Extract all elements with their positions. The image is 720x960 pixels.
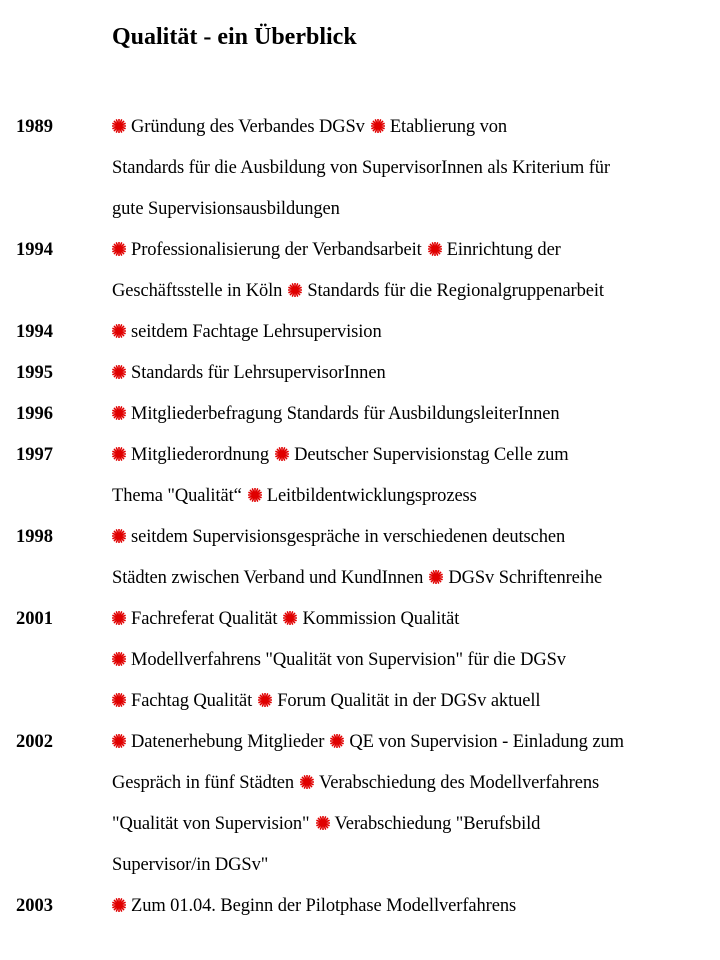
entry-line bbox=[112, 271, 718, 312]
entry-line bbox=[112, 640, 718, 681]
entry-text bbox=[112, 722, 718, 886]
item-text: Leitbildentwicklungsprozess bbox=[266, 486, 477, 506]
timeline-item bbox=[371, 117, 507, 137]
item-text: Standards für LehrsupervisorInnen bbox=[131, 363, 386, 383]
red-asterisk-icon bbox=[288, 283, 302, 297]
entry-line bbox=[112, 394, 718, 435]
timeline-item bbox=[112, 281, 282, 301]
entry-year: 1995 bbox=[16, 363, 53, 383]
entry-year: 1997 bbox=[16, 445, 53, 465]
red-asterisk-icon bbox=[112, 734, 126, 748]
entry-line bbox=[112, 722, 718, 763]
entry-line bbox=[112, 845, 718, 886]
item-text: Thema "Qualität“ bbox=[112, 486, 242, 506]
item-text: Kommission Qualität bbox=[302, 609, 460, 629]
red-asterisk-icon bbox=[258, 693, 272, 707]
page-title: Qualität - ein Überblick bbox=[112, 24, 357, 50]
timeline-item bbox=[258, 691, 540, 711]
item-text: seitdem Fachtage Lehrsupervision bbox=[131, 322, 382, 342]
item-text: Standards für die Regionalgruppenarbeit bbox=[307, 281, 604, 301]
entry-text bbox=[112, 107, 718, 230]
item-text: Standards für die Ausbildung von SupervisorInnen als Kriterium für bbox=[112, 158, 610, 178]
red-asterisk-icon bbox=[112, 406, 126, 420]
entry-text bbox=[112, 312, 718, 353]
entry-line bbox=[112, 435, 718, 476]
entry-line bbox=[112, 804, 718, 845]
entry-year: 2003 bbox=[16, 896, 53, 916]
timeline-item bbox=[316, 814, 541, 834]
item-text: Mitgliederordnung bbox=[131, 445, 270, 465]
red-asterisk-icon bbox=[112, 324, 126, 338]
item-text: Modellverfahrens "Qualität von Supervision" für die DGSv bbox=[131, 650, 566, 670]
entry-year: 1989 bbox=[16, 117, 53, 137]
red-asterisk-icon bbox=[112, 242, 126, 256]
red-asterisk-icon bbox=[300, 775, 314, 789]
entry-line bbox=[112, 886, 718, 927]
entry-line bbox=[112, 476, 718, 517]
timeline-item bbox=[275, 445, 568, 465]
timeline-item bbox=[112, 322, 382, 342]
entry-line bbox=[112, 189, 718, 230]
red-asterisk-icon bbox=[112, 611, 126, 625]
red-asterisk-icon bbox=[112, 447, 126, 461]
timeline-item bbox=[112, 609, 277, 629]
entry-year: 2001 bbox=[16, 609, 53, 629]
timeline-item bbox=[112, 650, 566, 670]
timeline-item bbox=[112, 814, 310, 834]
entry-year: 2002 bbox=[16, 732, 53, 752]
timeline-entry bbox=[0, 599, 720, 722]
timeline-item bbox=[288, 281, 604, 301]
item-text: Städten zwischen Verband und KundInnen bbox=[112, 568, 424, 588]
entry-line bbox=[112, 558, 718, 599]
entry-line bbox=[112, 353, 718, 394]
item-text: seitdem Supervisionsgespräche in verschiedenen deutschen bbox=[131, 527, 566, 547]
item-text: Gespräch in fünf Städten bbox=[112, 773, 295, 793]
item-text: QE von Supervision - Einladung zum bbox=[349, 732, 624, 752]
red-asterisk-icon bbox=[428, 242, 442, 256]
timeline-entry bbox=[0, 394, 720, 435]
entry-line bbox=[112, 599, 718, 640]
item-text: "Qualität von Supervision" bbox=[112, 814, 310, 834]
timeline-item bbox=[112, 158, 610, 178]
timeline-item bbox=[112, 568, 423, 588]
timeline-item bbox=[112, 527, 565, 547]
timeline-entry bbox=[0, 353, 720, 394]
red-asterisk-icon bbox=[316, 816, 330, 830]
timeline-item bbox=[112, 363, 386, 383]
red-asterisk-icon bbox=[112, 898, 126, 912]
item-text: Fachreferat Qualität bbox=[131, 609, 278, 629]
item-text: Professionalisierung der Verbandsarbeit bbox=[131, 240, 422, 260]
item-text: gute Supervisionsausbildungen bbox=[112, 199, 340, 219]
entry-line bbox=[112, 763, 718, 804]
red-asterisk-icon bbox=[371, 119, 385, 133]
entry-text bbox=[112, 435, 718, 517]
timeline-item bbox=[112, 732, 324, 752]
red-asterisk-icon bbox=[283, 611, 297, 625]
item-text: Mitgliederbefragung Standards für AusbildungsleiterInnen bbox=[131, 404, 560, 424]
timeline-item bbox=[112, 855, 268, 875]
red-asterisk-icon bbox=[429, 570, 443, 584]
timeline-entry bbox=[0, 107, 720, 230]
item-text: Verabschiedung "Berufsbild bbox=[334, 814, 541, 834]
entry-line bbox=[112, 107, 718, 148]
timeline-item bbox=[112, 117, 365, 137]
entry-text bbox=[112, 394, 718, 435]
item-text: Fachtag Qualität bbox=[131, 691, 253, 711]
timeline bbox=[0, 107, 720, 927]
red-asterisk-icon bbox=[248, 488, 262, 502]
entry-year: 1996 bbox=[16, 404, 53, 424]
timeline-item bbox=[248, 486, 477, 506]
item-text: Forum Qualität in der DGSv aktuell bbox=[277, 691, 541, 711]
entry-year: 1994 bbox=[16, 240, 53, 260]
item-text: Supervisor/in DGSv" bbox=[112, 855, 269, 875]
red-asterisk-icon bbox=[275, 447, 289, 461]
item-text: Geschäftsstelle in Köln bbox=[112, 281, 283, 301]
timeline-entry bbox=[0, 722, 720, 886]
timeline-entry bbox=[0, 435, 720, 517]
entry-line bbox=[112, 681, 718, 722]
timeline-item bbox=[112, 445, 269, 465]
timeline-entry bbox=[0, 230, 720, 312]
item-text: DGSv Schriftenreihe bbox=[448, 568, 603, 588]
red-asterisk-icon bbox=[112, 693, 126, 707]
entry-year: 1994 bbox=[16, 322, 53, 342]
entry-text bbox=[112, 230, 718, 312]
entry-line bbox=[112, 148, 718, 189]
timeline-item bbox=[283, 609, 459, 629]
red-asterisk-icon bbox=[112, 652, 126, 666]
item-text: Deutscher Supervisionstag Celle zum bbox=[294, 445, 569, 465]
item-text: Verabschiedung des Modellverfahrens bbox=[319, 773, 600, 793]
timeline-item bbox=[300, 773, 599, 793]
timeline-item bbox=[112, 404, 560, 424]
timeline-item bbox=[429, 568, 602, 588]
red-asterisk-icon bbox=[330, 734, 344, 748]
timeline-item bbox=[112, 773, 294, 793]
red-asterisk-icon bbox=[112, 365, 126, 379]
entry-text bbox=[112, 886, 718, 927]
timeline-item bbox=[112, 240, 422, 260]
timeline-entry bbox=[0, 886, 720, 927]
timeline-item bbox=[112, 691, 252, 711]
entry-text bbox=[112, 599, 718, 722]
item-text: Etablierung von bbox=[389, 117, 508, 137]
timeline-item bbox=[428, 240, 561, 260]
timeline-entry bbox=[0, 517, 720, 599]
timeline-item bbox=[112, 486, 242, 506]
red-asterisk-icon bbox=[112, 119, 126, 133]
red-asterisk-icon bbox=[112, 529, 126, 543]
entry-text bbox=[112, 353, 718, 394]
item-text: Zum 01.04. Beginn der Pilotphase Modellverfahrens bbox=[131, 896, 517, 916]
item-text: Einrichtung der bbox=[446, 240, 561, 260]
timeline-item bbox=[112, 199, 340, 219]
entry-year: 1998 bbox=[16, 527, 53, 547]
timeline-item bbox=[112, 896, 516, 916]
entry-text bbox=[112, 517, 718, 599]
entry-line bbox=[112, 230, 718, 271]
item-text: Datenerhebung Mitglieder bbox=[131, 732, 325, 752]
timeline-item bbox=[330, 732, 624, 752]
entry-line bbox=[112, 517, 718, 558]
item-text: Gründung des Verbandes DGSv bbox=[131, 117, 365, 137]
timeline-entry bbox=[0, 312, 720, 353]
entry-line bbox=[112, 312, 718, 353]
